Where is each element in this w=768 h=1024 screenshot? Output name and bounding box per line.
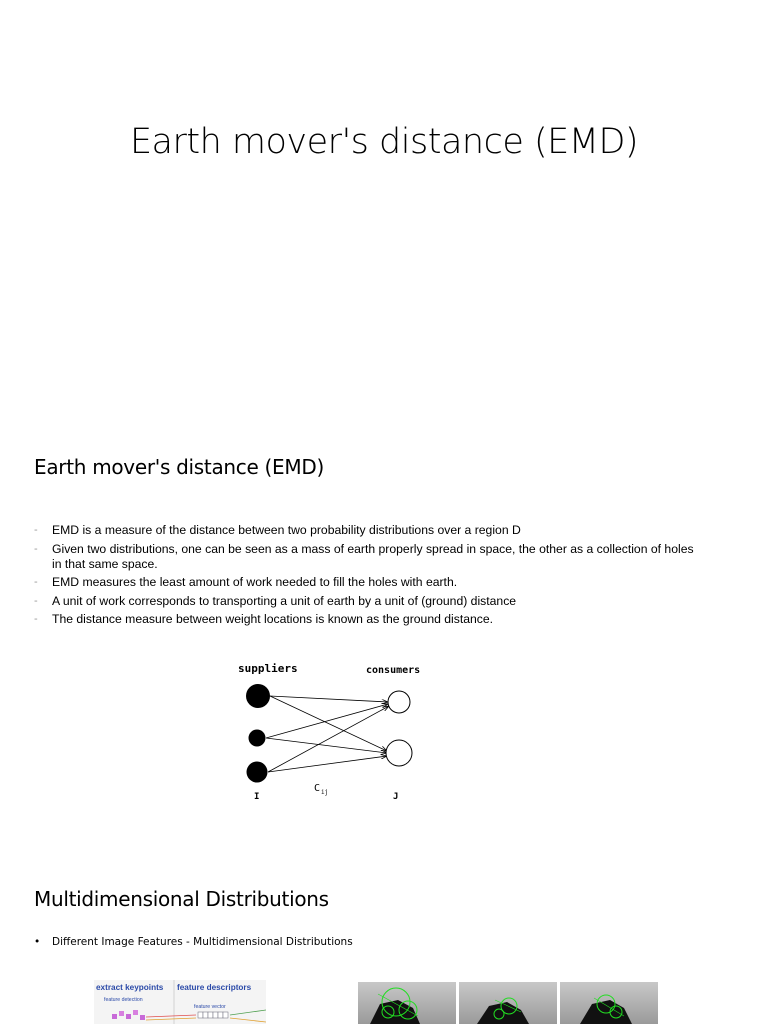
supplier-consumer-diagram <box>230 655 440 810</box>
consumers-label: consumers <box>366 665 421 676</box>
bullet-text: EMD is a measure of the distance between two probability distributions over a region D <box>52 523 521 537</box>
cost-label: C <box>314 783 321 794</box>
list-item <box>34 575 704 590</box>
detection-sublabel: feature detection <box>104 997 143 1003</box>
dash-icon: - <box>34 594 38 607</box>
matching-photos-figure <box>358 982 660 1024</box>
bullet-text: EMD measures the least amount of work needed to fill the holes with earth. <box>52 575 458 590</box>
supplier-node <box>249 730 266 747</box>
dash-icon: - <box>34 576 38 589</box>
bullet-dot-icon: • <box>34 936 41 948</box>
list-item <box>34 542 704 572</box>
suppliers-label: suppliers <box>238 662 298 675</box>
list-item <box>34 612 704 627</box>
section-heading-multidimensional: Multidimensional Distributions <box>34 887 329 911</box>
vector-cells <box>198 1012 228 1018</box>
bullet-text: The distance measure between weight locations is known as the ground distance. <box>52 612 494 627</box>
vector-sublabel: feature vector <box>194 1004 226 1010</box>
bullet-text: Different Image Features - Multidimensional Distributions <box>52 936 353 948</box>
match-photo <box>560 982 658 1024</box>
consumer-node <box>386 740 412 766</box>
section-heading-emd: Earth mover's distance (EMD) <box>34 455 324 479</box>
match-photo <box>358 982 456 1024</box>
bullet-text: A unit of work corresponds to transporting a unit of earth by a unit of (ground) distance <box>52 593 517 608</box>
descriptors-label: feature descriptors <box>177 983 252 992</box>
j-label: J <box>393 792 399 802</box>
transport-edges <box>266 696 389 772</box>
consumer-node <box>388 691 410 713</box>
feature-pipeline-figure <box>94 980 266 1024</box>
cost-subscript: ij <box>321 789 329 796</box>
dash-icon: - <box>34 524 38 536</box>
match-photo <box>459 982 557 1024</box>
dash-icon: - <box>34 613 38 626</box>
supplier-node <box>246 684 270 708</box>
supplier-node <box>247 762 268 783</box>
list-item <box>34 594 704 609</box>
i-label: I <box>254 792 260 802</box>
dash-icon: - <box>34 542 38 555</box>
keypoints-label: extract keypoints <box>96 983 164 992</box>
emd-bullet-list <box>34 523 704 631</box>
list-item <box>34 523 704 538</box>
list-item <box>34 936 353 948</box>
slide-title: Earth mover's distance (EMD) <box>129 122 639 162</box>
bullet-text: Given two distributions, one can be seen as a mass of earth properly spread in space, the other as a collection of holes in that same space. <box>52 541 694 571</box>
